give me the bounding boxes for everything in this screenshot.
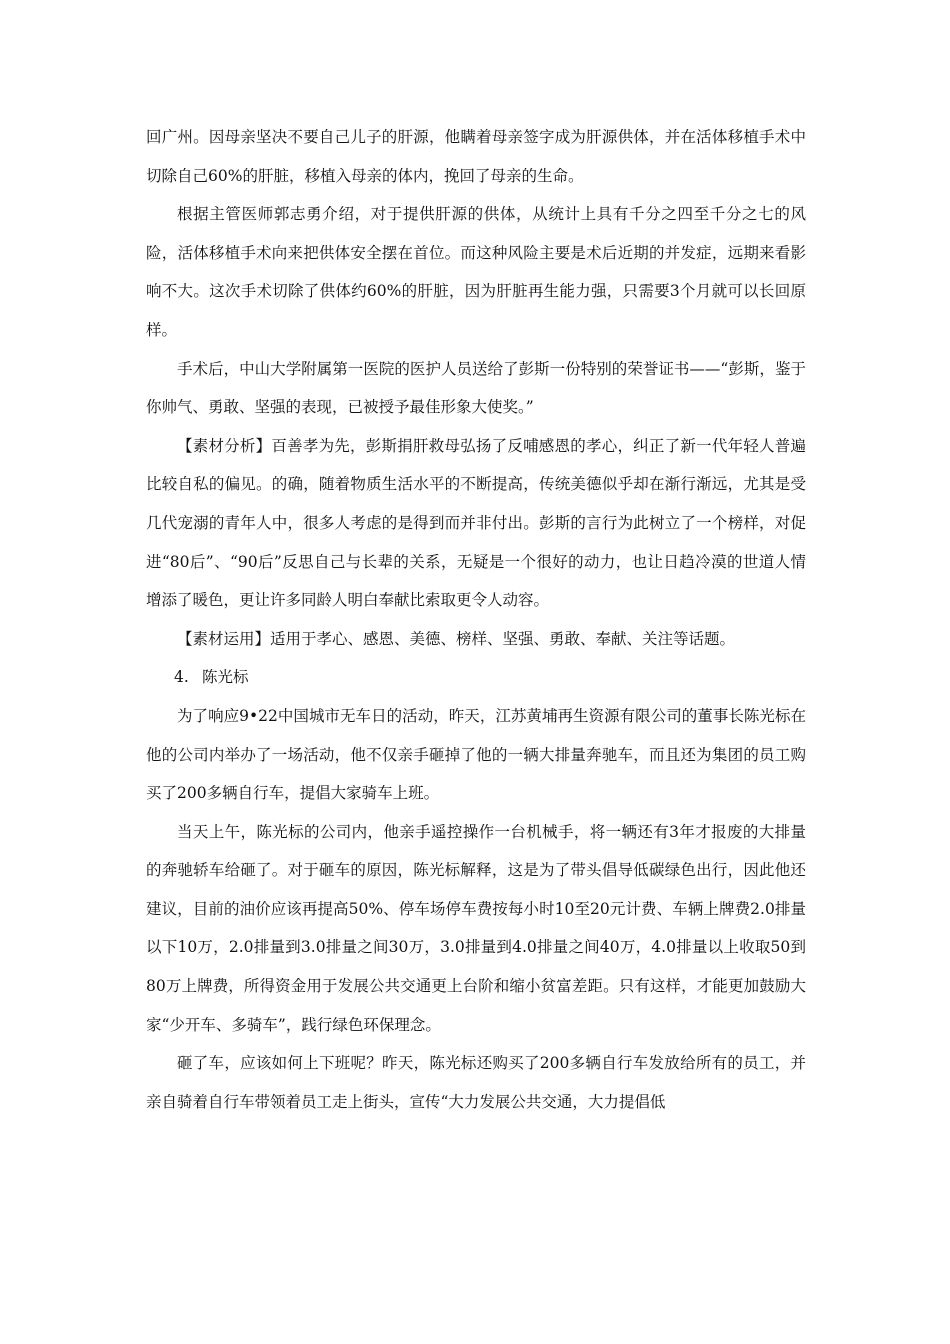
paragraph-material-usage: 【素材运用】适用于孝心、感恩、美德、榜样、坚强、勇敢、奉献、关注等话题。 <box>177 629 736 648</box>
paragraph: 当天上午，陈光标的公司内，他亲手遥控操作一台机械手，将一辆还有3年才报废的大排量的奔驰轿车给砸了。对于砸车的原因，陈光标解释，这是为了带头倡导低碳绿色出行，因此他还建议，目前的油价应该再提高50%、停车场停车费按每小时10至20元计费、车辆上牌费2.0排量以下10万，2.0排量到3.0排量之间30万，3.0排量到4.0排量之间40万，4.0排量以上收取50到80万上牌费，所得资金用于发展公共交通更上台阶和缩小贫富差距。只有这样，才能更加鼓励大家“少开车、多骑车”，践行绿色环保理念。 <box>146 822 806 1034</box>
paragraph: 回广州。因母亲坚决不要自己儿子的肝源，他瞒着母亲签字成为肝源供体，并在活体移植手术中切除自己60%的肝脏，移植入母亲的体内，挽回了母亲的生命。 <box>146 128 806 185</box>
paragraph: 为了响应9•22中国城市无车日的活动，昨天，江苏黄埔再生资源有限公司的董事长陈光标在他的公司内举办了一场活动，他不仅亲手砸掉了他的一辆大排量奔驰车，而且还为集团的员工购买了200多辆自行车，提倡大家骑车上班。 <box>146 706 806 803</box>
paragraph-material-analysis: 【素材分析】百善孝为先，彭斯捐肝救母弘扬了反哺感恩的孝心，纠正了新一代年轻人普遍比较自私的偏见。的确，随着物质生活水平的不断提高，传统美德似乎却在渐行渐远，尤其是受几代宠溺的青年人中，很多人考虑的是得到而并非付出。彭斯的言行为此树立了一个榜样，对促进“80后”、“90后”反思自己与长辈的关系，无疑是一个很好的动力，也让日趋冷漠的世道人情增添了暖色，更让许多同龄人明白奉献比索取更令人动容。 <box>146 436 806 610</box>
paragraph: 根据主管医师郭志勇介绍，对于提供肝源的供体，从统计上具有千分之四至千分之七的风险，活体移植手术向来把供体安全摆在首位。而这种风险主要是术后近期的并发症，远期来看影响不大。这次手术切除了供体约60%的肝脏，因为肝脏再生能力强，只需要3个月就可以长回原样。 <box>146 205 806 339</box>
list-item-label: 陈光标 <box>202 668 249 687</box>
list-item-number: 4. <box>174 668 189 687</box>
paragraph: 砸了车，应该如何上下班呢？昨天，陈光标还购买了200多辆自行车发放给所有的员工，并亲自骑着自行车带领着员工走上街头，宣传“大力发展公共交通，大力提倡低 <box>146 1054 806 1111</box>
document-body <box>146 118 806 1121</box>
list-item-heading <box>146 658 806 697</box>
paragraph: 手术后，中山大学附属第一医院的医护人员送给了彭斯一份特别的荣誉证书——“彭斯，鉴于你帅气、勇敢、坚强的表现，已被授予最佳形象大使奖。” <box>146 359 806 417</box>
